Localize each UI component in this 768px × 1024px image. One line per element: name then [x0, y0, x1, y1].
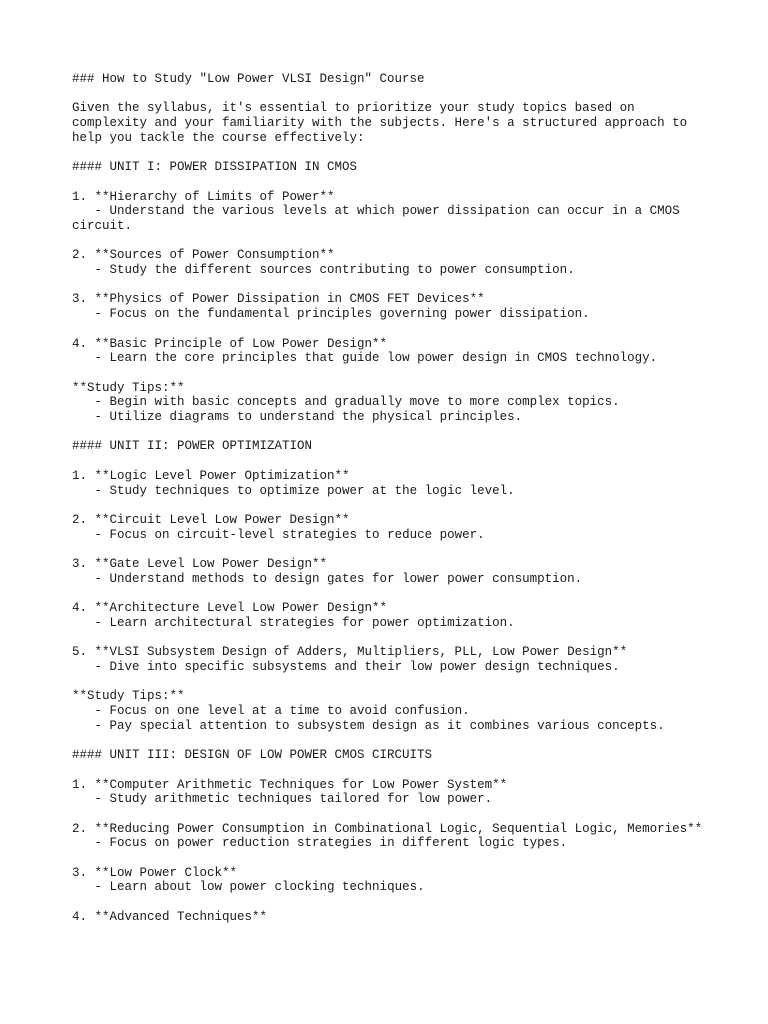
topic-item: 4. **Basic Principle of Low Power Design** — [72, 336, 388, 351]
blank-line — [72, 851, 712, 866]
blank-line — [72, 542, 712, 557]
bullet-item: - Understand methods to design gates for lower power consumption. — [72, 571, 583, 586]
blank-line — [72, 454, 712, 469]
bullet-item: - Focus on the fundamental principles governing power dissipation. — [72, 307, 590, 322]
unit-heading: #### UNIT III: DESIGN OF LOW POWER CMOS CIRCUITS — [72, 748, 433, 763]
blank-line — [72, 146, 712, 161]
blank-line — [72, 763, 712, 778]
blank-line — [72, 498, 712, 513]
bullet-item: - Pay special attention to subsystem design as it combines various concepts. — [72, 718, 665, 733]
topic-item: 2. **Sources of Power Consumption** — [72, 248, 335, 263]
topic-item: 3. **Gate Level Low Power Design** — [72, 557, 328, 572]
bullet-item: - Learn the core principles that guide low power design in CMOS technology. — [72, 351, 658, 366]
blank-line — [72, 87, 712, 102]
topic-item: 1. **Computer Arithmetic Techniques for Low Power System** — [72, 777, 508, 792]
bullet-item: - Learn architectural strategies for power optimization. — [72, 615, 515, 630]
topic-item: 2. **Circuit Level Low Power Design** — [72, 512, 350, 527]
bullet-item: - Utilize diagrams to understand the physical principles. — [72, 410, 523, 425]
study-tips-heading: **Study Tips:** — [72, 689, 185, 704]
bullet-item: - Understand the various levels at which power dissipation can occur in a CMOS circuit. — [72, 204, 688, 233]
bullet-item: - Focus on circuit-level strategies to reduce power. — [72, 527, 485, 542]
paragraph: Given the syllabus, it's essential to prioritize your study topics based on complexity and your familiarity with the subjects. Here's a structured approach to help you tackle the course effectively: — [72, 101, 695, 145]
bullet-item: - Learn about low power clocking techniques. — [72, 880, 425, 895]
topic-item: 1. **Logic Level Power Optimization** — [72, 468, 350, 483]
blank-line — [72, 807, 712, 822]
bullet-item: - Study arithmetic techniques tailored for low power. — [72, 792, 493, 807]
bullet-item: - Begin with basic concepts and gradually move to more complex topics. — [72, 395, 620, 410]
study-tips-heading: **Study Tips:** — [72, 380, 185, 395]
blank-line — [72, 631, 712, 646]
bullet-item: - Study the different sources contributing to power consumption. — [72, 263, 575, 278]
bullet-item: - Study techniques to optimize power at the logic level. — [72, 483, 515, 498]
blank-line — [72, 366, 712, 381]
blank-line — [72, 895, 712, 910]
bullet-item: - Dive into specific subsystems and their low power design techniques. — [72, 659, 620, 674]
topic-item: 1. **Hierarchy of Limits of Power** — [72, 189, 335, 204]
blank-line — [72, 322, 712, 337]
topic-item: 3. **Low Power Clock** — [72, 865, 238, 880]
blank-line — [72, 278, 712, 293]
blank-line — [72, 733, 712, 748]
document-title: ### How to Study "Low Power VLSI Design" Course — [72, 72, 425, 86]
topic-item: 4. **Architecture Level Low Power Design** — [72, 601, 388, 616]
document-body — [72, 72, 712, 924]
topic-item: 2. **Reducing Power Consumption in Combinational Logic, Sequential Logic, Memories** — [72, 821, 703, 836]
blank-line — [72, 175, 712, 190]
blank-line — [72, 586, 712, 601]
blank-line — [72, 234, 712, 249]
unit-heading: #### UNIT II: POWER OPTIMIZATION — [72, 439, 313, 454]
bullet-item: - Focus on power reduction strategies in different logic types. — [72, 836, 568, 851]
blank-line — [72, 675, 712, 690]
topic-item: 4. **Advanced Techniques** — [72, 909, 268, 924]
unit-heading: #### UNIT I: POWER DISSIPATION IN CMOS — [72, 160, 358, 175]
bullet-item: - Focus on one level at a time to avoid confusion. — [72, 704, 470, 719]
blank-line — [72, 425, 712, 440]
topic-item: 5. **VLSI Subsystem Design of Adders, Multipliers, PLL, Low Power Design** — [72, 645, 628, 660]
topic-item: 3. **Physics of Power Dissipation in CMOS FET Devices** — [72, 292, 485, 307]
